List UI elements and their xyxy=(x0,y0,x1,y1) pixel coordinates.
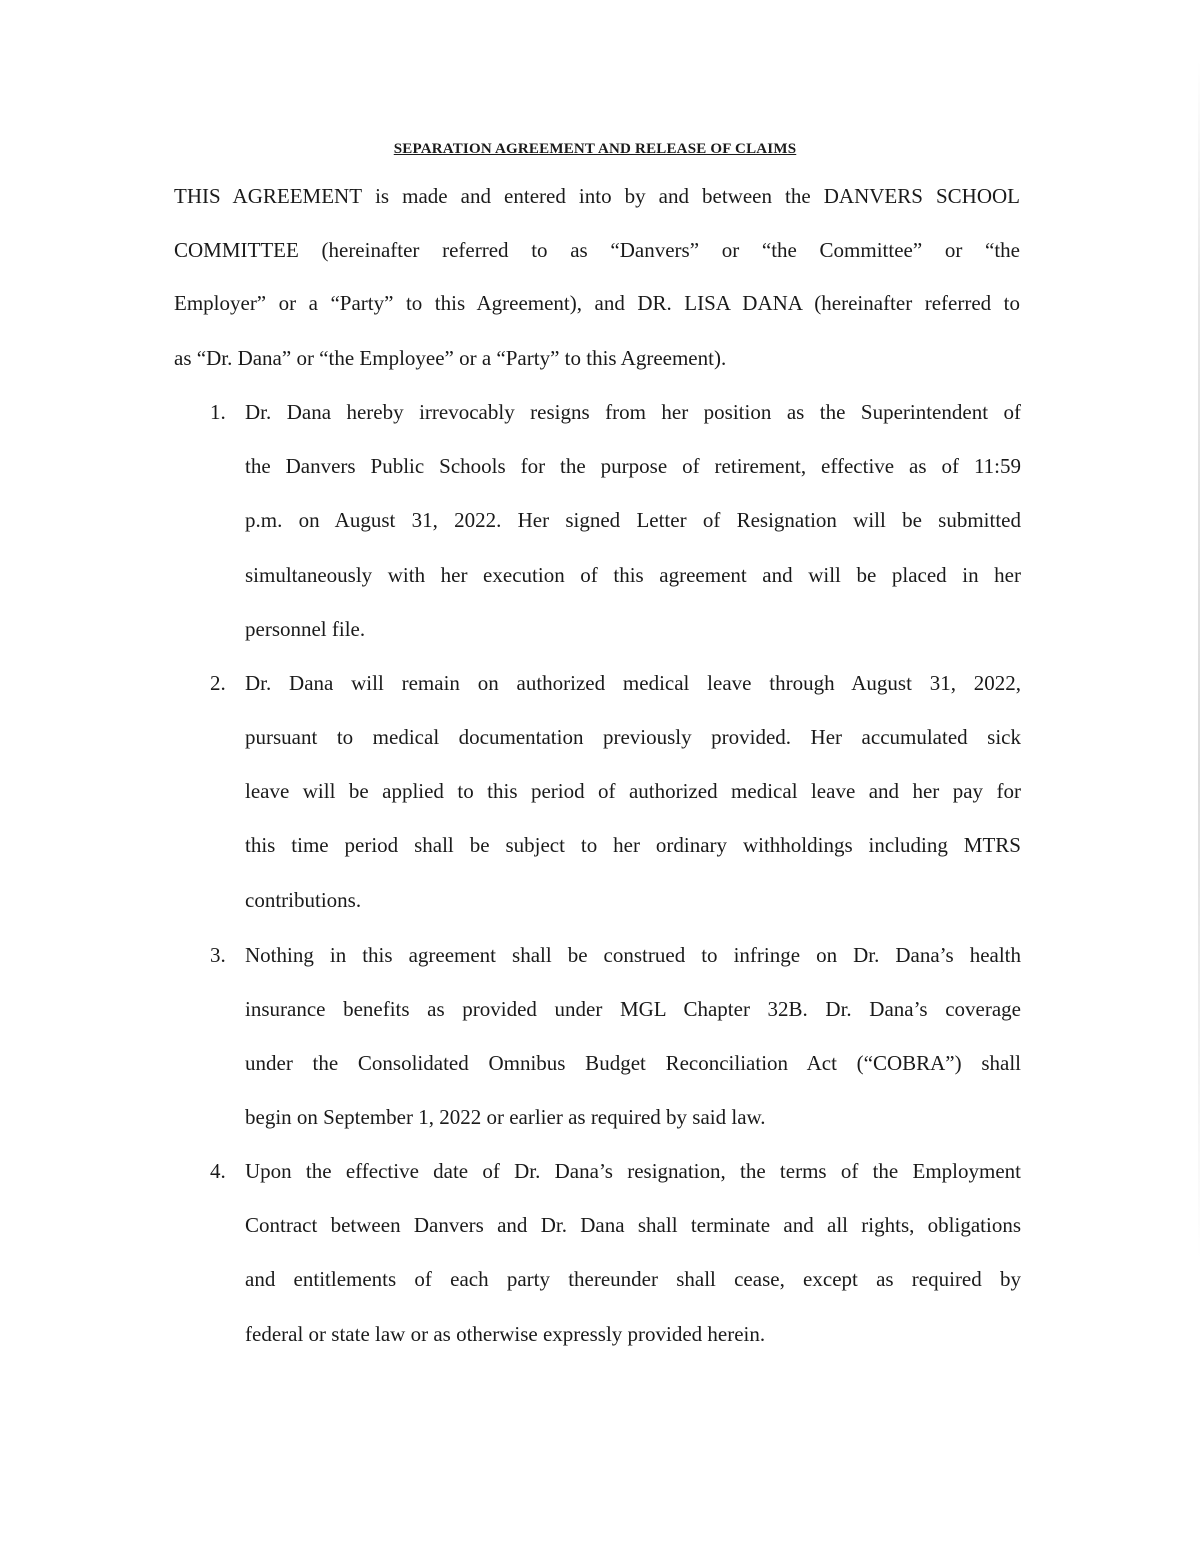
intro-line: as “Dr. Dana” or “the Employee” or a “Party” to this Agreement). xyxy=(174,346,727,370)
intro-lead: THIS AGREEMENT xyxy=(174,184,363,208)
clause-line: leave will be applied to this period of authorized medical leave and her pay for xyxy=(245,779,1021,803)
clause-number: 3. xyxy=(210,943,226,967)
clause-line: and entitlements of each party thereunder shall cease, except as required by xyxy=(245,1267,1021,1291)
clause-line: this time period shall be subject to her ordinary withholdings including MTRS xyxy=(245,833,1021,857)
document-title: SEPARATION AGREEMENT AND RELEASE OF CLAIMS xyxy=(393,141,797,157)
clause-line: begin on September 1, 2022 or earlier as required by said law. xyxy=(245,1105,766,1129)
clause-number: 4. xyxy=(210,1159,226,1183)
clause-line: Nothing in this agreement shall be construed to infringe on Dr. Dana’s health xyxy=(245,943,1021,967)
clause-line: federal or state law or as otherwise expressly provided herein. xyxy=(245,1322,766,1346)
clause-line: the Danvers Public Schools for the purpose of retirement, effective as of 11:59 xyxy=(245,454,1021,478)
clause-line: Dr. Dana will remain on authorized medical leave through August 31, 2022, xyxy=(245,671,1021,695)
clause-line: contributions. xyxy=(245,888,362,912)
clause-line: insurance benefits as provided under MGL Chapter 32B. Dr. Dana’s coverage xyxy=(245,997,1021,1021)
clause-number: 2. xyxy=(210,671,226,695)
clause-line: p.m. on August 31, 2022. Her signed Letter of Resignation will be submitted xyxy=(245,508,1021,532)
clause-line: Dr. Dana hereby irrevocably resigns from her position as the Superintendent of xyxy=(245,400,1021,424)
clause-line: Upon the effective date of Dr. Dana’s resignation, the terms of the Employment xyxy=(245,1159,1021,1183)
intro-line: COMMITTEE (hereinafter referred to as “Danvers” or “the Committee” or “the xyxy=(174,238,1020,262)
clause-number: 1. xyxy=(210,400,226,424)
clause-line: pursuant to medical documentation previously provided. Her accumulated sick xyxy=(245,725,1021,749)
clause-line: simultaneously with her execution of this agreement and will be placed in her xyxy=(245,563,1021,587)
intro-line: THIS AGREEMENT is made and entered into by and between the DANVERS SCHOOL xyxy=(174,184,1020,208)
clause-line: under the Consolidated Omnibus Budget Reconciliation Act (“COBRA”) shall xyxy=(245,1051,1021,1075)
clause-line: Contract between Danvers and Dr. Dana shall terminate and all rights, obligations xyxy=(245,1213,1021,1237)
clause-line: personnel file. xyxy=(245,617,366,641)
intro-line: Employer” or a “Party” to this Agreement), and DR. LISA DANA (hereinafter referred to xyxy=(174,291,1020,315)
